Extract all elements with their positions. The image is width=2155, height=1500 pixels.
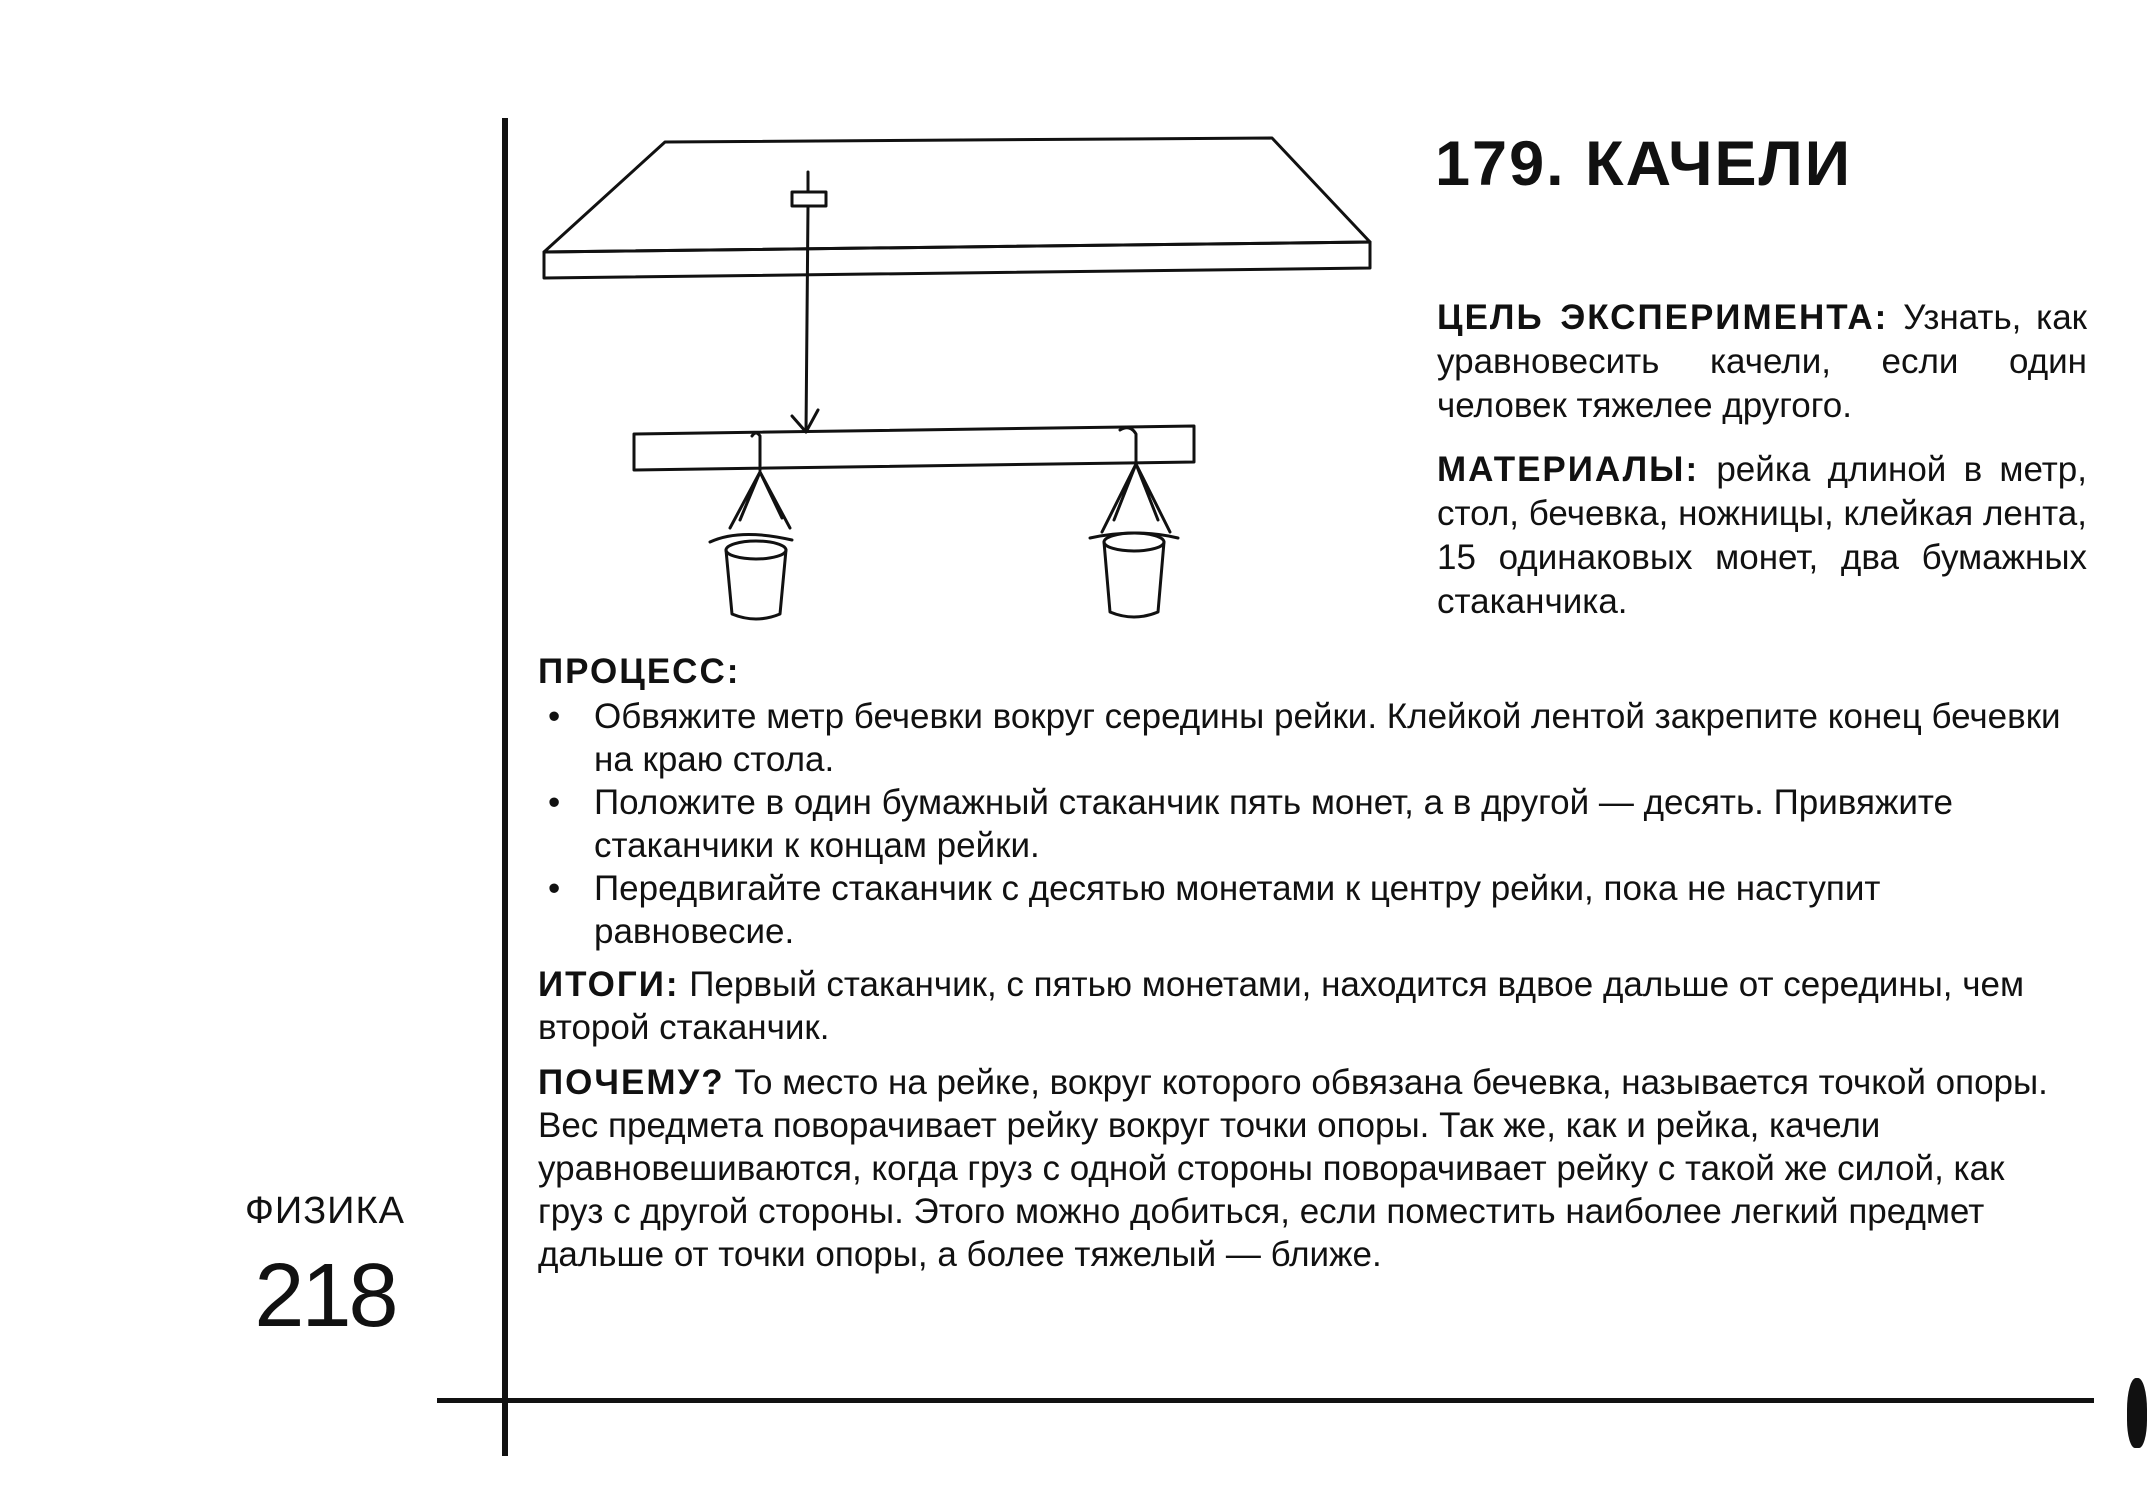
scan-edge-mark (2127, 1378, 2147, 1448)
goal-label: ЦЕЛЬ ЭКСПЕРИМЕНТА: (1437, 298, 1889, 337)
page-number: 218 (254, 1246, 396, 1346)
process-step-text: Передвигайте стаканчик с десятью монетами к центру рейки, пока не наступит равновесие. (594, 869, 1881, 951)
results-label: ИТОГИ: (538, 965, 680, 1004)
right-cup-drawing (1090, 428, 1178, 617)
section-label: ФИЗИКА (245, 1190, 405, 1232)
goal-paragraph (1437, 296, 2087, 428)
process-step (538, 781, 2073, 867)
left-cup-drawing (710, 433, 792, 619)
process-heading: ПРОЦЕСС: (538, 652, 741, 691)
goal-text: Узнать, как уравновесить качели, если один человек тяжелее другого. (1437, 298, 2087, 425)
experiment-title: 179. КАЧЕЛИ (1435, 129, 1853, 199)
swing-experiment-illustration (530, 120, 1390, 640)
tape-drawing (792, 192, 826, 206)
page-vertical-rule (502, 118, 508, 1456)
process-step (538, 695, 2073, 781)
why-label: ПОЧЕМУ? (538, 1063, 725, 1102)
results-paragraph (538, 963, 2073, 1049)
process-step (538, 867, 2073, 953)
bullet-icon: • (548, 697, 561, 736)
bullet-icon: • (548, 783, 561, 822)
why-text: То место на рейке, вокруг которого обвязана бечевка, называется точкой опоры. Вес предмета поворачивает рейку вокруг точки опоры. Так же, как и рейка, качели уравновешиваются, когда груз с одной стороны поворачивает рейку с такой же силой, как груз с другой стороны. Этого можно добиться, если поместить наиболее легкий предмет дальше от точки опоры, а более тяжелый — ближе. (538, 1063, 2048, 1274)
string-drawing (806, 172, 808, 432)
process-list (538, 695, 2073, 953)
intro-column (1437, 296, 2087, 644)
materials-text: рейка длиной в метр, стол, бечевка, ножницы, клейкая лента, 15 одинаковых монет, два бумажных стаканчика. (1437, 450, 2087, 621)
body-column (538, 650, 2073, 1288)
why-paragraph (538, 1061, 2073, 1276)
stick-drawing (634, 426, 1194, 470)
materials-paragraph (1437, 448, 2087, 624)
page-bottom-rule (437, 1398, 2094, 1403)
table-drawing (544, 138, 1370, 278)
materials-label: МАТЕРИАЛЫ: (1437, 450, 1700, 489)
process-step-text: Обвяжите метр бечевки вокруг середины рейки. Клейкой лентой закрепите конец бечевки на краю стола. (594, 697, 2061, 779)
results-text: Первый стаканчик, с пятью монетами, находится вдвое дальше от середины, чем второй стаканчик. (538, 965, 2025, 1047)
process-step-text: Положите в один бумажный стаканчик пять монет, а в другой — десять. Привяжите стаканчики к концам рейки. (594, 783, 1954, 865)
bullet-icon: • (548, 869, 561, 908)
